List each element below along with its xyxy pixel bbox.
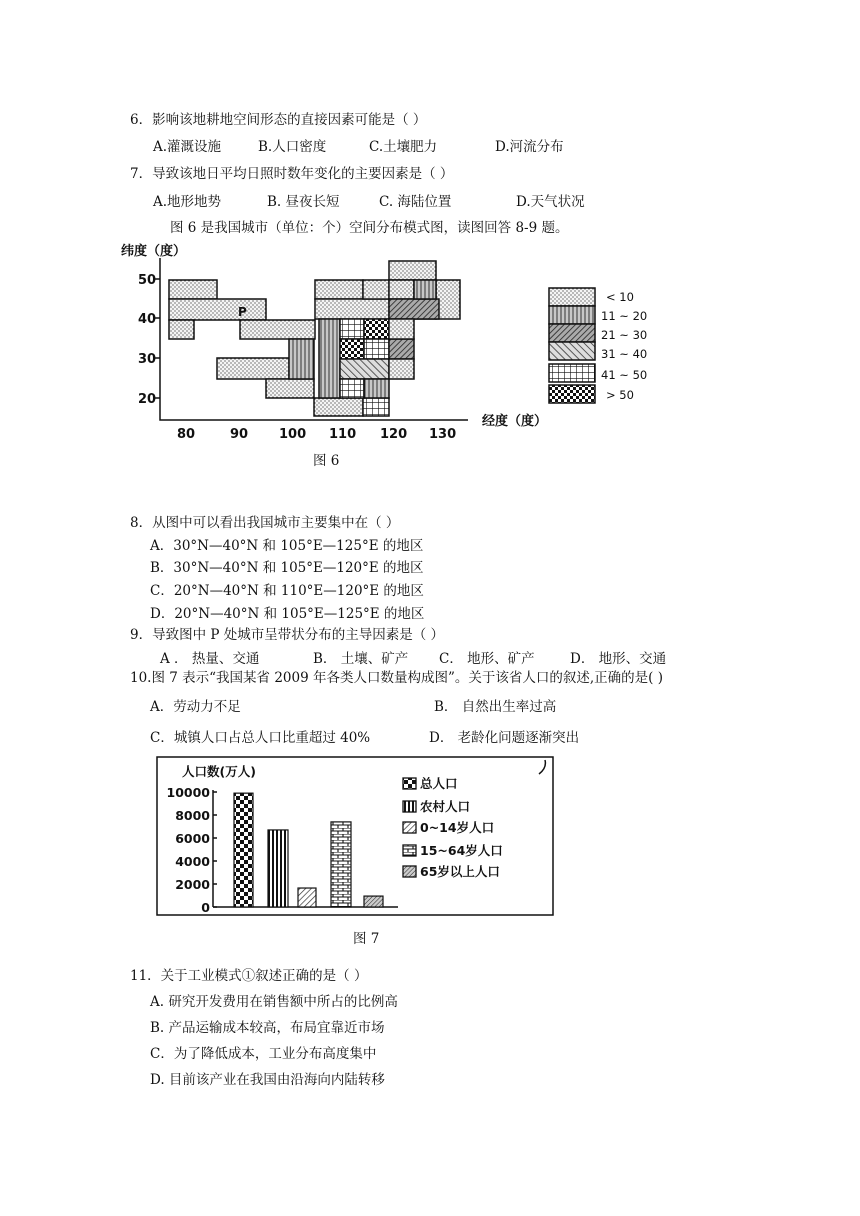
legend-swatch — [403, 822, 416, 833]
bar-4 — [331, 822, 351, 907]
map-x-tick: 80 — [177, 427, 196, 442]
chart-y-tick: 0 — [201, 900, 210, 915]
bar-3 — [298, 888, 316, 907]
q6-option-b: B.人口密度 — [258, 139, 327, 155]
q8-option-a: A．30°N—40°N 和 105°E—125°E 的地区 — [150, 538, 424, 554]
q8-option-b: B．30°N—40°N 和 105°E—120°E 的地区 — [150, 560, 424, 576]
q10-option-a: A．劳动力不足 — [150, 699, 241, 715]
chart-frame — [157, 757, 553, 915]
legend-label: 15~64岁人口 — [420, 843, 503, 858]
map-x-tick: 100 — [279, 427, 307, 442]
chart-y-axis-label: 人口数(万人) — [182, 764, 256, 779]
bar-5 — [364, 896, 383, 907]
q7-stem: 7．导致该地日平均日照时数年变化的主要因素是（ ） — [130, 166, 454, 182]
chart-y-tick: 2000 — [175, 877, 210, 892]
q10-stem: 10.图 7 表示“我国某省 2009 年各类人口数量构成图”。关于该省人口的叙述,正确的是( ) — [130, 670, 663, 686]
legend-label: 65岁以上人口 — [420, 864, 500, 879]
q9-option-a: A ． 热量、交通 — [160, 651, 260, 667]
map-x-tick: 120 — [380, 427, 408, 442]
q9-option-b: B． 土壤、矿产 — [313, 651, 409, 667]
q6-option-c: C.土壤肥力 — [369, 139, 438, 155]
map-x-tick: 110 — [329, 427, 357, 442]
q11-option-a: A. 研究开发费用在销售额中所占的比例高 — [150, 994, 398, 1010]
bar-2 — [268, 830, 288, 907]
legend-label: 总人口 — [420, 776, 458, 791]
map-point-p-label: P — [238, 305, 247, 319]
legend-label: > 50 — [606, 388, 634, 402]
q10-option-c: C．城镇人口占总人口比重超过 40% — [150, 730, 371, 746]
q6-option-a: A.灌溉设施 — [153, 139, 222, 155]
q8-option-c: C．20°N—40°N 和 110°E—120°E 的地区 — [150, 583, 424, 599]
q6-stem: 6．影响该地耕地空间形态的直接因素可能是（ ） — [130, 112, 427, 128]
q7-option-c: C. 海陆位置 — [379, 194, 452, 210]
q7-option-b: B. 昼夜长短 — [267, 194, 340, 210]
chart-y-tick: 4000 — [175, 854, 210, 869]
map-x-tick: 90 — [230, 427, 249, 442]
q11-option-c: C．为了降低成本，工业分布高度集中 — [150, 1046, 377, 1062]
q6-option-d: D.河流分布 — [495, 139, 564, 155]
bar-1 — [234, 793, 253, 907]
q11-stem: 11．关于工业模式①叙述正确的是（ ） — [130, 968, 368, 984]
legend-label: 41 ~ 50 — [601, 368, 648, 382]
q10-option-d: D． 老龄化问题逐渐突出 — [429, 730, 580, 746]
legend-label: 31 ~ 40 — [601, 347, 648, 361]
map-y-tick: 40 — [138, 312, 157, 327]
map-y-tick: 20 — [138, 392, 157, 407]
q7-option-a: A.地形地势 — [153, 194, 222, 210]
map-y-tick: 50 — [138, 273, 157, 288]
legend-label: 0~14岁人口 — [420, 820, 495, 835]
q9-option-c: C． 地形、矿产 — [439, 651, 535, 667]
legend-swatch — [403, 845, 416, 856]
legend-swatch — [403, 778, 416, 789]
map-x-tick: 130 — [429, 427, 457, 442]
map-y-tick: 30 — [138, 352, 157, 367]
map-y-axis-label: 纬度（度） — [121, 244, 187, 259]
q8-stem: 8．从图中可以看出我国城市主要集中在（ ） — [130, 515, 400, 531]
legend-label: 11 ~ 20 — [601, 309, 648, 323]
fig7-caption: 图 7 — [353, 931, 380, 947]
q10-option-b: B． 自然出生率过高 — [434, 699, 557, 715]
chart-y-tick: 10000 — [166, 785, 210, 800]
q11-option-b: B. 产品运输成本较高，布局宜靠近市场 — [150, 1020, 385, 1036]
q8-option-d: D．20°N—40°N 和 105°E—125°E 的地区 — [150, 606, 425, 622]
q9-stem: 9．导致图中 P 处城市呈带状分布的主导因素是（ ） — [130, 627, 445, 643]
legend-label: 农村人口 — [420, 799, 471, 814]
chart-y-tick: 6000 — [175, 831, 210, 846]
legend-swatch — [403, 801, 416, 812]
q9-option-d: D． 地形、交通 — [570, 651, 667, 667]
q11-option-d: D. 目前该产业在我国由沿海向内陆转移 — [150, 1072, 385, 1088]
fig6-intro: 图 6 是我国城市（单位：个）空间分布模式图，读图回答 8-9 题。 — [170, 220, 569, 236]
q7-option-d: D.天气状况 — [516, 194, 585, 210]
legend-label: 21 ~ 30 — [601, 328, 648, 342]
fig6-caption: 图 6 — [313, 453, 340, 469]
legend-label: < 10 — [606, 290, 634, 304]
frame-mark — [539, 760, 545, 774]
map-x-axis-label: 经度（度） — [482, 414, 548, 429]
legend-swatch — [403, 866, 416, 877]
chart-y-tick: 8000 — [175, 808, 210, 823]
